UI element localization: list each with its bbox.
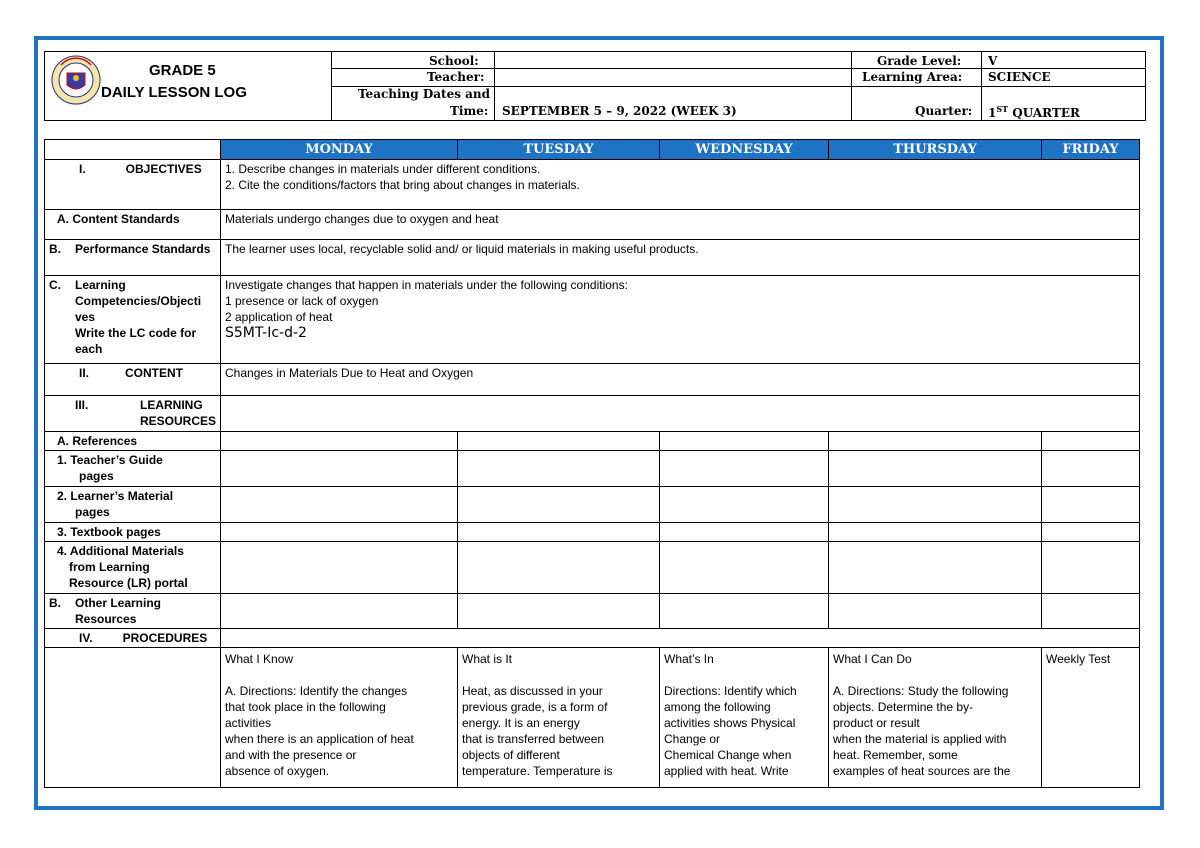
tb-monday[interactable] <box>221 523 458 542</box>
lm-tuesday[interactable] <box>458 487 660 523</box>
log-title: DAILY LESSON LOG <box>101 84 247 101</box>
am-thursday[interactable] <box>829 542 1042 594</box>
procedure-wednesday: What’s In Directions: Identify which among the following activities shows Physical Change or Chemical Change when applied with heat. Write <box>660 648 829 788</box>
content-row <box>45 364 1140 396</box>
procedure-monday: What I Know A. Directions: Identify the changes that took place in the following activities when there is an application of heat and with the presence or absence of oxygen. <box>221 648 458 788</box>
procedure-tuesday: What is It Heat, as discussed in your previous grade, is a form of energy. It is an energy that is transferred between objects of different temperature. Temperature is <box>458 648 660 788</box>
objectives-value: 1. Describe changes in materials under different conditions. 2. Cite the conditions/factors that bring about changes in materials. <box>221 160 1140 210</box>
references-row <box>45 432 1140 451</box>
lm-wednesday[interactable] <box>660 487 829 523</box>
dates-label-line2: Time: <box>450 104 489 118</box>
content-value: Changes in Materials Due to Heat and Oxygen <box>221 364 1140 396</box>
dates-value: SEPTEMBER 5 – 9, 2022 (WEEK 3) <box>502 104 737 118</box>
content-standards-label: A. Content Standards <box>45 210 221 240</box>
day-header-wednesday: WEDNESDAY <box>660 140 829 160</box>
or-thursday[interactable] <box>829 594 1042 629</box>
procedures-blank-cell <box>45 648 221 788</box>
learners-material-label: 2. Learner’s Material pages <box>45 487 221 523</box>
procedures-value <box>221 629 1140 648</box>
or-monday[interactable] <box>221 594 458 629</box>
content-standards-row <box>45 210 1140 240</box>
teachers-guide-row <box>45 451 1140 487</box>
competencies-label: C. Learning Competencies/Objecti ves Write the LC code for each <box>45 276 221 364</box>
am-wednesday[interactable] <box>660 542 829 594</box>
tb-wednesday[interactable] <box>660 523 829 542</box>
content-standards-value: Materials undergo changes due to oxygen and heat <box>221 210 1140 240</box>
learning-resources-label: III. LEARNING RESOURCES <box>45 396 221 432</box>
tb-tuesday[interactable] <box>458 523 660 542</box>
content-label: II. CONTENT <box>45 364 221 396</box>
textbook-row <box>45 523 1140 542</box>
dates-label-line1: Teaching Dates and <box>358 87 491 101</box>
grade-level-label: Grade Level: <box>877 54 962 68</box>
or-wednesday[interactable] <box>660 594 829 629</box>
learners-material-row <box>45 487 1140 523</box>
am-tuesday[interactable] <box>458 542 660 594</box>
learning-area-label: Learning Area: <box>862 70 963 84</box>
references-label: A. References <box>45 432 221 451</box>
textbook-label: 3. Textbook pages <box>45 523 221 542</box>
competencies-row <box>45 276 1140 364</box>
procedures-row <box>45 629 1140 648</box>
tg-tuesday[interactable] <box>458 451 660 487</box>
header-block <box>44 51 1146 121</box>
references-thursday[interactable] <box>829 432 1042 451</box>
learning-resources-value <box>221 396 1140 432</box>
additional-materials-row <box>45 542 1140 594</box>
tg-monday[interactable] <box>221 451 458 487</box>
deped-seal-icon <box>51 55 101 105</box>
lm-thursday[interactable] <box>829 487 1042 523</box>
objectives-label: I. OBJECTIVES <box>45 160 221 210</box>
additional-materials-label: 4. Additional Materials from Learning Resource (LR) portal <box>45 542 221 594</box>
day-header-tuesday: TUESDAY <box>458 140 660 160</box>
am-monday[interactable] <box>221 542 458 594</box>
lesson-log-table <box>44 139 1140 788</box>
or-tuesday[interactable] <box>458 594 660 629</box>
tb-friday[interactable] <box>1042 523 1140 542</box>
lm-friday[interactable] <box>1042 487 1140 523</box>
school-label: School: <box>429 54 479 68</box>
day-header-thursday: THURSDAY <box>829 140 1042 160</box>
performance-standards-label: B. Performance Standards <box>45 240 221 276</box>
teacher-label: Teacher: <box>427 70 485 84</box>
teachers-guide-label: 1. Teacher’s Guide pages <box>45 451 221 487</box>
other-resources-label: B. Other Learning Resources <box>45 594 221 629</box>
am-friday[interactable] <box>1042 542 1140 594</box>
performance-standards-row <box>45 240 1140 276</box>
lm-monday[interactable] <box>221 487 458 523</box>
lc-code: S5MT-Ic-d-2 <box>225 325 307 341</box>
day-header-monday: MONDAY <box>221 140 458 160</box>
references-monday[interactable] <box>221 432 458 451</box>
day-header-friday: FRIDAY <box>1042 140 1140 160</box>
tg-wednesday[interactable] <box>660 451 829 487</box>
procedure-friday: Weekly Test <box>1042 648 1140 788</box>
tb-thursday[interactable] <box>829 523 1042 542</box>
references-wednesday[interactable] <box>660 432 829 451</box>
quarter-label: Quarter: <box>915 104 973 118</box>
performance-standards-value: The learner uses local, recyclable solid and/ or liquid materials in making useful products. <box>221 240 1140 276</box>
tg-friday[interactable] <box>1042 451 1140 487</box>
tg-thursday[interactable] <box>829 451 1042 487</box>
procedures-label: IV. PROCEDURES <box>45 629 221 648</box>
objectives-row <box>45 160 1140 210</box>
other-resources-row <box>45 594 1140 629</box>
quarter-value: 1ST QUARTER <box>988 104 1080 120</box>
procedures-content-row <box>45 648 1140 788</box>
corner-cell <box>45 140 221 160</box>
references-tuesday[interactable] <box>458 432 660 451</box>
grade-level-value: V <box>988 54 998 68</box>
references-friday[interactable] <box>1042 432 1140 451</box>
or-friday[interactable] <box>1042 594 1140 629</box>
procedure-thursday: What I Can Do A. Directions: Study the following objects. Determine the by- product or result when the material is applied with heat. Remember, some examples of heat sources are the <box>829 648 1042 788</box>
grade-title: GRADE 5 <box>149 62 216 79</box>
competencies-value: Investigate changes that happen in materials under the following conditions: 1 presence or lack of oxygen 2 application of heat S5MT-Ic-d-2 <box>221 276 1140 364</box>
learning-area-value: SCIENCE <box>988 70 1051 84</box>
learning-resources-row <box>45 396 1140 432</box>
